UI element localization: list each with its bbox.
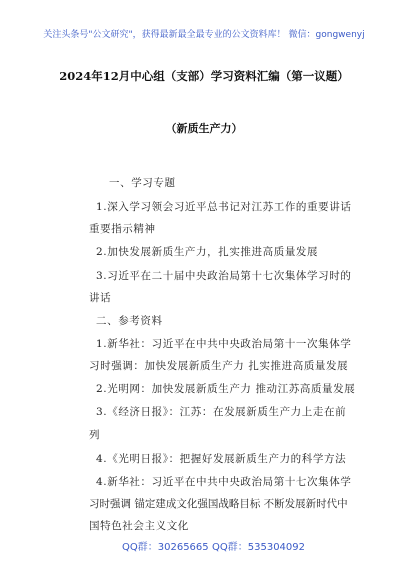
list-item-continuation: 国特色社会主义文化 <box>89 520 189 532</box>
document-title: 2024年12月中心组（支部）学习资料汇编（第一议题） <box>59 69 349 83</box>
list-item: 4.新华社：习近平在中共中央政治局第十七次集体学 <box>96 476 352 488</box>
list-item-continuation: 习时强调：加快发展新质生产力 扎实推进高质量发展 <box>89 360 349 372</box>
list-item: 3.《经济日报》：江苏：在发展新质生产力上走在前 <box>96 406 347 418</box>
list-item: 4.《光明日报》：把握好发展新质生产力的科学方法 <box>96 453 347 465</box>
list-item: 3.习近平在二十届中央政治局第十七次集体学习时的 <box>96 270 352 282</box>
list-item: 2.加快发展新质生产力，扎实推进高质量发展 <box>96 246 319 258</box>
footer-qq-group-2: QQ群：535304092 <box>212 542 306 553</box>
header-note: 关注头条号"公文研究"，获得最新最全最专业的公文资料库！ 微信：gongwenyj <box>43 30 365 40</box>
list-item-continuation: 重要指示精神 <box>89 223 156 235</box>
list-item-continuation: 列 <box>89 429 101 441</box>
section-heading-reference: 二、参考资料 <box>96 315 163 327</box>
document-subtitle: （新质生产力） <box>165 122 243 135</box>
list-item: 2.光明网：加快发展新质生产力 推动江苏高质量发展 <box>96 383 356 395</box>
list-item: 1.深入学习领会习近平总书记对江苏工作的重要讲话 <box>96 201 352 213</box>
list-item-continuation: 讲话 <box>89 292 112 304</box>
list-item-continuation: 习时强调 锚定建成文化强国战略目标 不断发展新时代中 <box>89 498 348 510</box>
list-item: 1.新华社：习近平在中共中央政治局第十一次集体学 <box>96 338 352 350</box>
section-heading-study-topics: 一、学习专题 <box>109 177 176 189</box>
footer-qq-group-1: QQ群：30265665 <box>122 542 209 553</box>
